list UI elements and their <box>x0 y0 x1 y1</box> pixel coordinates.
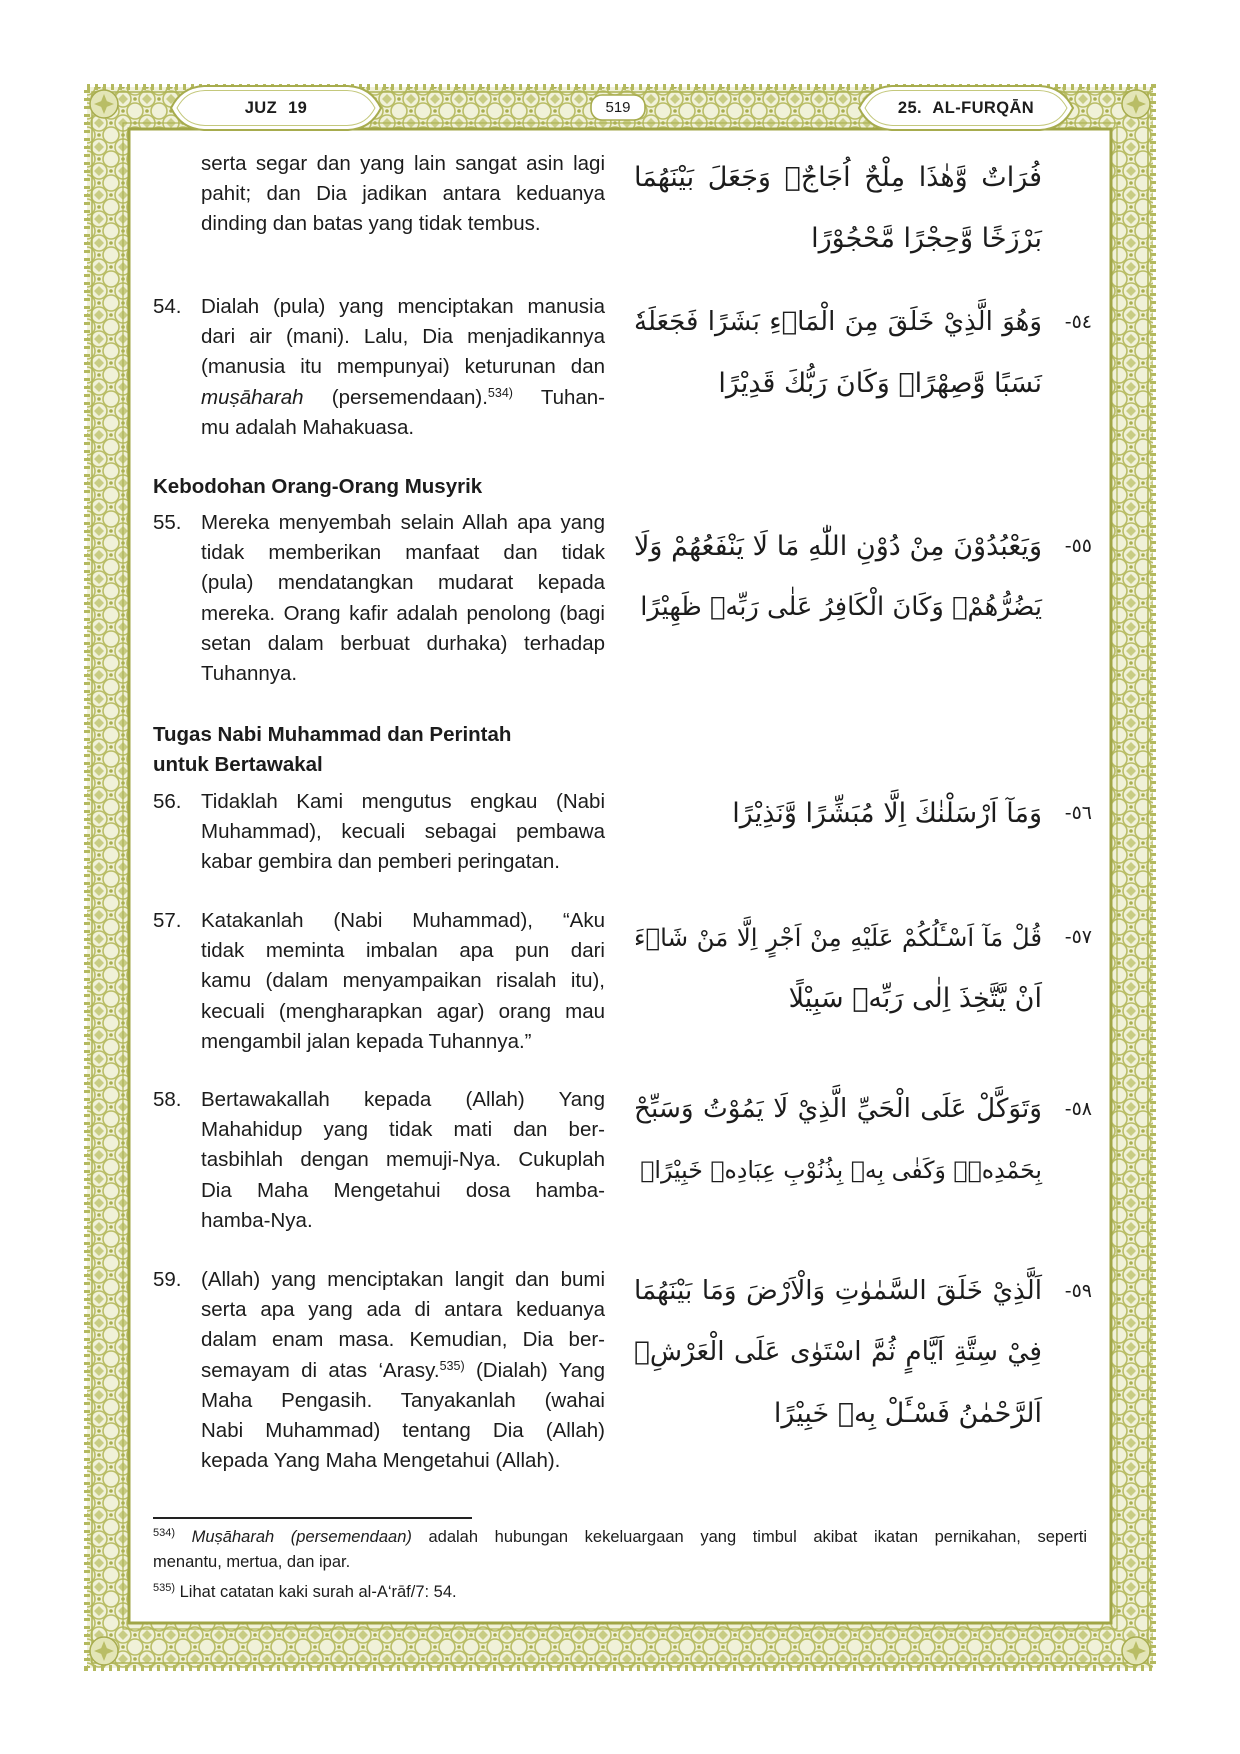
translation-line: kepada Yang Maha Mengetahui (Allah). <box>201 1449 561 1473</box>
arabic-line: وَتَوَكَّلْ عَلَى الْحَيِّ الَّذِيْ لَا يَمُوْتُ وَسَبِّحْ <box>634 1094 1042 1124</box>
arabic-line: وَهُوَ الَّذِيْ خَلَقَ مِنَ الْمَاۤءِ بَشَرًا فَجَعَلَهٗ <box>634 307 1042 337</box>
arabic-line: قُلْ مَآ اَسْـَٔلُكُمْ عَلَيْهِ مِنْ اَجْرٍ اِلَّا مَنْ شَاۤءَ <box>634 923 1042 952</box>
translation-line: Dia Maha Mengetahui dosa hamba- <box>201 1178 605 1202</box>
translation-lines <box>201 292 605 443</box>
arabic-line: اَلَّذِيْ خَلَقَ السَّمٰوٰتِ وَالْاَرْضَ وَمَا بَيْنَهُمَا <box>634 1276 1042 1306</box>
translation-line: setan dalam berbuat durhaka) terhadap <box>201 631 605 655</box>
page-number: 519 <box>605 99 631 116</box>
verse-number: 57. <box>153 909 182 932</box>
translation-line <box>201 1356 605 1386</box>
verse-translation-53-continued <box>153 149 605 240</box>
translation-text: (persemendaan). <box>331 385 488 409</box>
translation-line: Bertawakallah kepada (Allah) Yang <box>201 1088 605 1111</box>
translation-line: tasbihlah dengan memuji-Nya. Cukuplah <box>201 1148 605 1172</box>
verse-arabic-53-continued <box>632 147 1092 269</box>
arabic-lines <box>634 907 1042 1029</box>
translation-lines <box>201 1085 605 1236</box>
verse-arabic-56 <box>632 783 1092 844</box>
verse-translation-57 <box>153 906 605 1057</box>
juz-label: JUZ 19 <box>244 99 308 117</box>
arabic-verse-number: -٥٧ <box>1064 926 1092 948</box>
verse-translation-59 <box>153 1265 605 1476</box>
translation-line: kamu (dalam menyampaikan risalah itu), <box>201 969 605 993</box>
translation-text: Tuhan- <box>540 385 606 409</box>
verse-number: 59. <box>153 1268 182 1291</box>
translation-line: Mereka menyembah selain Allah apa yang <box>201 511 605 534</box>
footnote-italic-term: Muṣāharah (persemendaan) <box>191 1528 412 1546</box>
arabic-line: اَلرَّحْمٰنُ فَسْـَٔلْ بِهٖ خَبِيْرًا <box>773 1398 1042 1429</box>
arabic-line: فُرَاتٌ وَّهٰذَا مِلْحٌ اُجَاجٌۚ وَجَعَلَ بَيْنَهُمَا <box>634 162 1042 193</box>
translation-line: dalam enam masa. Kemudian, Dia ber- <box>201 1328 605 1352</box>
italic-term: muṣāharah <box>201 385 304 409</box>
translation-line: Tidaklah Kami mengutus engkau (Nabi <box>201 790 605 813</box>
arabic-line: اَنْ يَّتَّخِذَ اِلٰى رَبِّهٖ سَبِيْلًا <box>788 983 1042 1014</box>
arabic-line: بَرْزَخًا وَّحِجْرًا مَّحْجُوْرًا <box>811 223 1042 254</box>
arabic-line: يَضُرُّهُمْۗ وَكَانَ الْكَافِرُ عَلٰى رَبِّهٖ ظَهِيْرًا <box>640 592 1042 622</box>
translation-line: Muhammad), kecuali sebagai pembawa <box>201 820 605 844</box>
section-heading-line: Tugas Nabi Muhammad dan Perintah <box>153 723 512 746</box>
translation-lines <box>201 508 605 689</box>
footnote-ref: 534) <box>487 385 513 400</box>
translation-line: Maha Pengasih. Tanyakanlah (wahai <box>201 1388 605 1412</box>
translation-line: dari air (mani). Lalu, Dia menjadikannya <box>201 325 605 349</box>
translation-line: pahit; dan Dia jadikan antara keduanya <box>201 182 605 206</box>
translation-line: dinding dan batas yang tidak tembus. <box>201 212 541 236</box>
footnote-text: Lihat catatan kaki surah al-A‘rāf/7: 54. <box>179 1583 457 1601</box>
section-heading-line: untuk Bertawakal <box>153 753 323 777</box>
arabic-line: نَسَبًا وَّصِهْرًاۗ وَكَانَ رَبُّكَ قَدِيْرًا <box>718 368 1042 399</box>
section-heading <box>153 472 605 502</box>
footnote-line <box>153 1525 1087 1550</box>
footnote-ref: 535) <box>439 1358 465 1373</box>
verse-number: 58. <box>153 1088 182 1111</box>
translation-lines <box>201 1265 605 1476</box>
translation-line: (pula) mendatangkan mudarat kepada <box>201 571 605 595</box>
arabic-lines <box>634 783 1042 844</box>
translation-lines <box>201 149 605 240</box>
translation-lines <box>201 787 605 878</box>
translation-line: Katakanlah (Nabi Muhammad), “Aku <box>201 909 605 932</box>
verse-number: 54. <box>153 295 182 318</box>
footnote-line: menantu, mertua, dan ipar. <box>153 1552 351 1571</box>
translation-line: tidak memberikan manfaat dan tidak <box>201 541 605 565</box>
arabic-lines <box>634 292 1042 414</box>
arabic-line: وَيَعْبُدُوْنَ مِنْ دُوْنِ اللّٰهِ مَا لَا يَنْفَعُهُمْ وَلَا <box>634 531 1042 562</box>
arabic-line: فِيْ سِتَّةِ اَيَّامٍ ثُمَّ اسْتَوٰى عَلَى الْعَرْشِۚ <box>634 1337 1042 1367</box>
verse-translation-54 <box>153 292 605 443</box>
translation-line: kabar gembira dan pemberi peringatan. <box>201 850 560 874</box>
translation-line: serta apa yang ada di antara keduanya <box>201 1298 605 1322</box>
translation-line: (manusia itu mempunyai) keturunan dan <box>201 355 605 379</box>
arabic-verse-number: -٥٦ <box>1064 802 1092 824</box>
footnote-text: adalah hubungan kekeluargaan yang timbul akibat ikatan pernikahan, seperti <box>428 1528 1087 1546</box>
arabic-line: بِحَمْدِهٖۗ وَكَفٰى بِهٖ بِذُنُوْبِ عِبَادِهٖ خَبِيْرًاۚ <box>640 1156 1042 1184</box>
arabic-lines <box>634 1261 1042 1444</box>
translation-line <box>201 383 605 413</box>
arabic-verse-number: -٥٤ <box>1064 311 1092 333</box>
verse-translation-58 <box>153 1085 605 1236</box>
verse-arabic-55 <box>632 516 1092 638</box>
section-heading-line: Kebodohan Orang-Orang Musyrik <box>153 475 483 498</box>
translation-line: mereka. Orang kafir adalah penolong (bagi <box>201 601 605 625</box>
translation-line: (Allah) yang menciptakan langit dan bumi <box>201 1268 605 1291</box>
footnote-534 <box>153 1525 1087 1574</box>
translation-text: semayam di atas ‘Arasy. <box>201 1358 440 1382</box>
arabic-verse-number: -٥٩ <box>1064 1280 1092 1302</box>
arabic-lines <box>634 516 1042 638</box>
arabic-lines <box>634 1079 1042 1201</box>
verse-number: 56. <box>153 790 182 813</box>
translation-line: Tuhannya. <box>201 661 298 685</box>
translation-line: Dialah (pula) yang menciptakan manusia <box>201 295 605 318</box>
translation-line: kecuali (mengharapkan agar) orang mau <box>201 999 605 1023</box>
section-heading <box>153 720 605 780</box>
translation-line: serta segar dan yang lain sangat asin lagi <box>201 152 605 175</box>
verse-number: 55. <box>153 511 182 534</box>
surah-title: 25. AL-FURQĀN <box>897 99 1035 117</box>
verse-arabic-57 <box>632 907 1092 1029</box>
translation-line: hamba-Nya. <box>201 1208 313 1232</box>
translation-line: mu adalah Mahakuasa. <box>201 415 415 439</box>
footnote-divider <box>153 1517 472 1519</box>
footnote-marker: 534) <box>153 1527 176 1539</box>
translation-line: tidak meminta imbalan apa pun dari <box>201 939 605 963</box>
translation-text: (Dialah) Yang <box>475 1358 606 1382</box>
verse-arabic-58 <box>632 1079 1092 1201</box>
arabic-line: وَمَآ اَرْسَلْنٰكَ اِلَّا مُبَشِّرًا وَّنَذِيْرًا <box>732 798 1042 829</box>
arabic-verse-number: -٥٨ <box>1064 1098 1092 1120</box>
translation-line: Nabi Muhammad) tentang Dia (Allah) <box>201 1418 605 1442</box>
arabic-lines <box>634 147 1042 269</box>
footnote-535 <box>153 1580 1087 1605</box>
translation-line: Mahahidup yang tidak mati dan ber- <box>201 1118 605 1142</box>
footnote-line <box>153 1580 1087 1605</box>
translation-lines <box>201 906 605 1057</box>
verse-translation-56 <box>153 787 605 878</box>
verse-translation-55 <box>153 508 605 689</box>
verse-arabic-54 <box>632 292 1092 414</box>
arabic-verse-number: -٥٥ <box>1064 535 1092 557</box>
translation-line: mengambil jalan kepada Tuhannya.” <box>201 1029 532 1053</box>
footnote-marker: 535) <box>153 1582 176 1594</box>
verse-arabic-59 <box>632 1261 1092 1444</box>
